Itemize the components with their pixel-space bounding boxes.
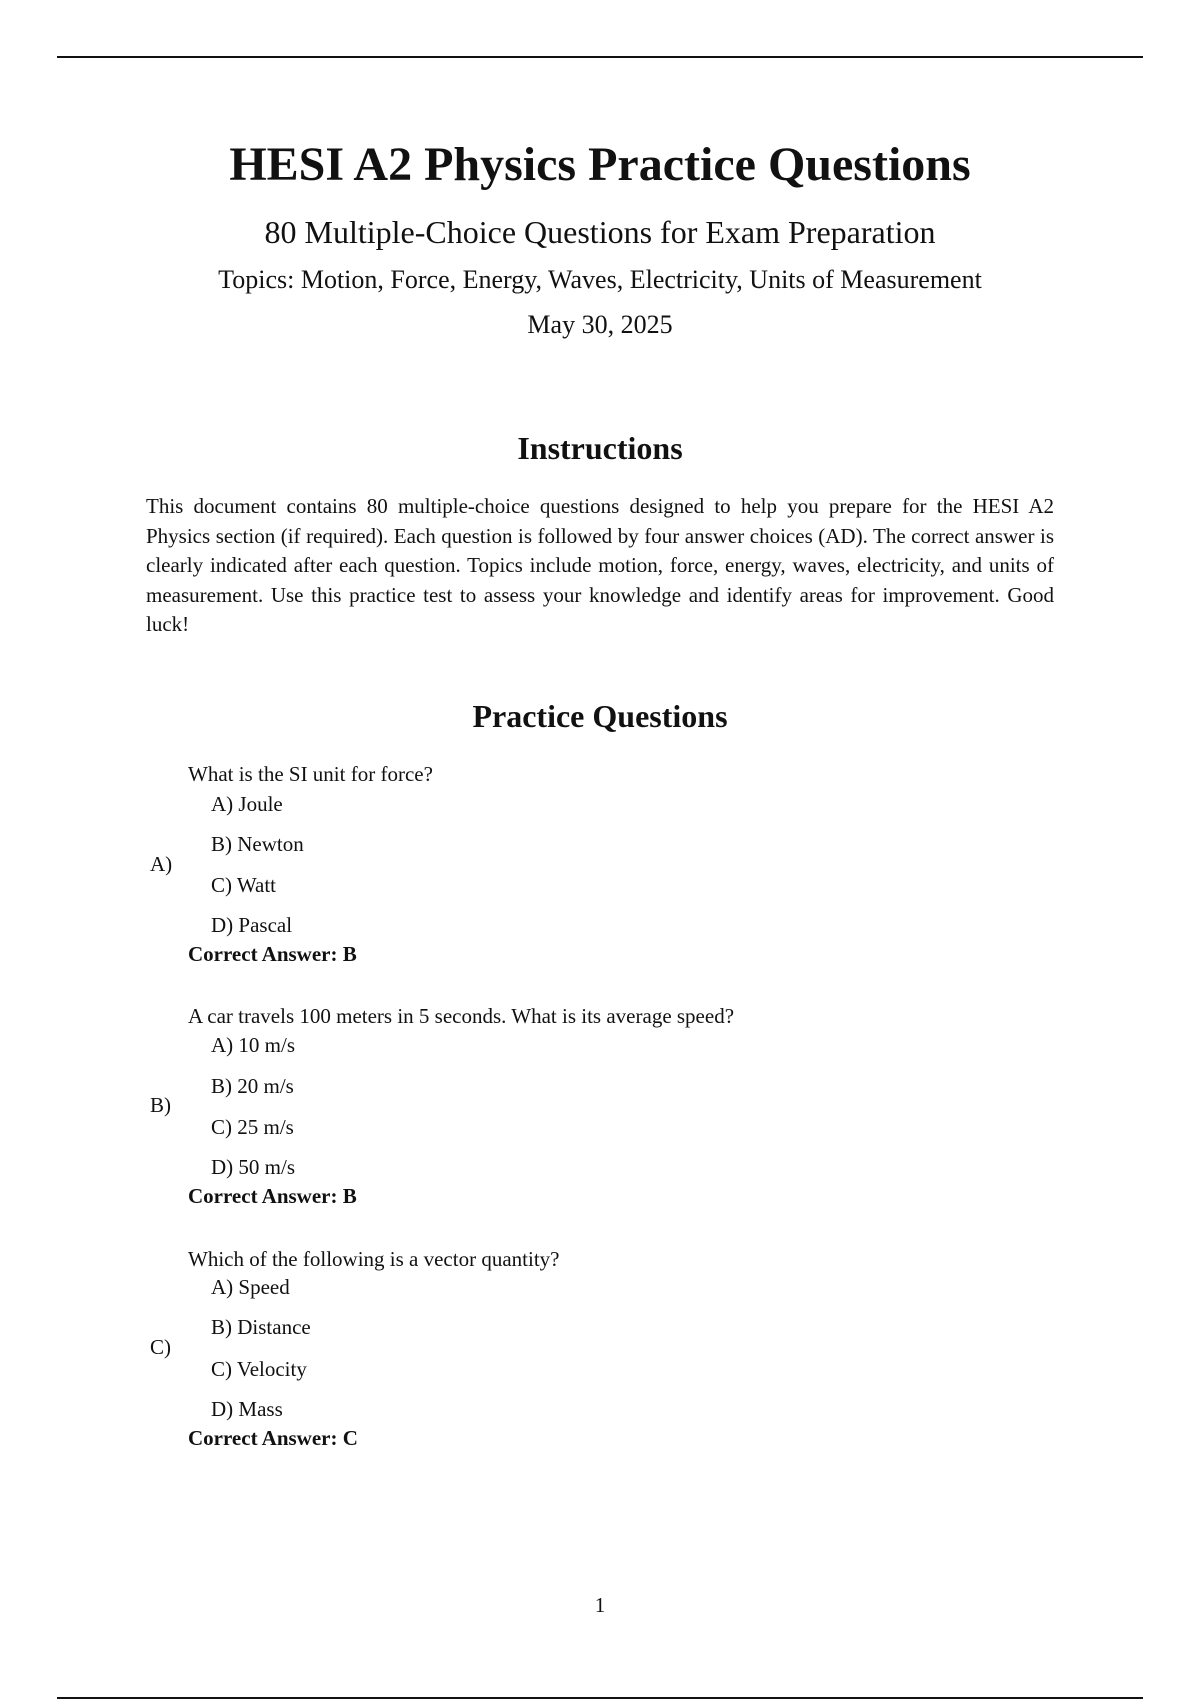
answer-option: B) Distance xyxy=(211,1315,311,1339)
answer-option: D) Pascal xyxy=(211,913,293,937)
answer-option: A) Joule xyxy=(211,792,283,816)
instructions-heading: Instructions xyxy=(517,430,683,466)
answer-option: C) Watt xyxy=(211,873,276,897)
question-text: What is the SI unit for force? xyxy=(188,762,433,786)
answer-option: D) 50 m/s xyxy=(211,1155,295,1179)
practice-questions-heading: Practice Questions xyxy=(472,698,728,734)
answer-option: B) Newton xyxy=(211,832,304,856)
question-text: A car travels 100 meters in 5 seconds. What is its average speed? xyxy=(188,1004,735,1028)
answer-option: C) Velocity xyxy=(211,1357,307,1381)
answer-option: C) 25 m/s xyxy=(211,1115,294,1139)
document-subtitle: 80 Multiple-Choice Questions for Exam Preparation xyxy=(264,214,936,250)
instructions-paragraph: This document contains 80 multiple-choice questions designed to help you prepare for the HESI A2 Physics section (if required). Each question is followed by four answer choices (AD). The correct answer is clearly indicated after each question. Topics include motion, force, energy, waves, electricity, and units of measurement. Use this practice test to assess your knowledge and identify areas for improvement. Good luck! xyxy=(146,494,1054,637)
question-label: C) xyxy=(150,1335,171,1359)
correct-answer: Correct Answer: B xyxy=(188,1184,357,1208)
answer-option: A) 10 m/s xyxy=(211,1033,295,1057)
document-topics: Topics: Motion, Force, Energy, Waves, Electricity, Units of Measurement xyxy=(218,265,982,294)
question-label: A) xyxy=(150,852,173,876)
answer-option: D) Mass xyxy=(211,1397,283,1421)
correct-answer: Correct Answer: C xyxy=(188,1426,358,1450)
question-label: B) xyxy=(150,1093,171,1117)
document-title: HESI A2 Physics Practice Questions xyxy=(229,138,971,191)
top-rule xyxy=(57,56,1143,58)
question-text: Which of the following is a vector quantity? xyxy=(188,1247,560,1271)
page-number: 1 xyxy=(594,1593,606,1617)
answer-option: B) 20 m/s xyxy=(211,1074,294,1098)
answer-option: A) Speed xyxy=(211,1275,290,1299)
correct-answer: Correct Answer: B xyxy=(188,942,357,966)
bottom-rule xyxy=(57,1697,1143,1699)
document-date: May 30, 2025 xyxy=(527,310,673,339)
